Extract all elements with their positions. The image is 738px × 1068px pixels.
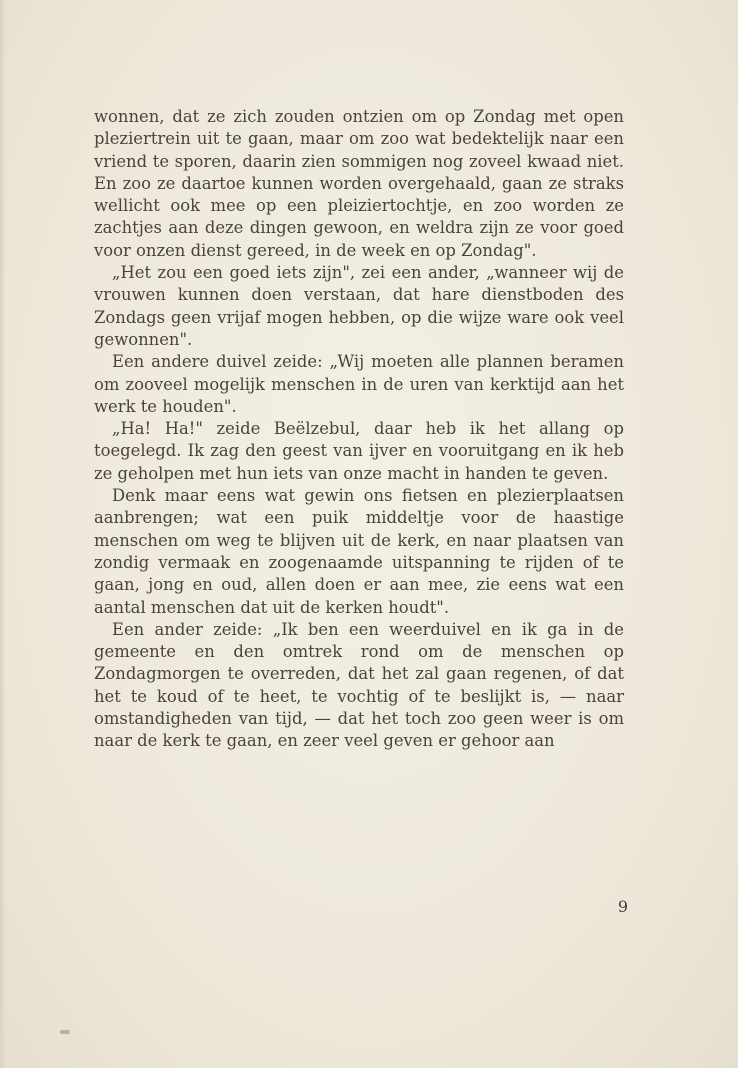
- page-number: 9: [617, 897, 628, 916]
- body-text: [94, 106, 624, 753]
- paragraph: „Het zou een goed iets zijn", zei een ander, „wanneer wij de vrouwen kunnen doen verstaan, dat hare dienstboden des Zondags geen vrijaf mogen hebben, op die wijze ware ook veel gewonnen".: [94, 263, 624, 349]
- paragraph: Een ander zeide: „Ik ben een weerduivel en ik ga in de gemeente en den omtrek rond om de menschen op Zondagmorgen te overreden, dat het zal gaan regenen, of dat het te koud of te heet, te vochtig of te beslijkt is, — naar omstandigheden van tijd, — dat het toch zoo geen weer is om naar de kerk te gaan, en zeer veel geven er gehoor aan: [94, 619, 624, 751]
- page-edge-shadow: [0, 0, 6, 1068]
- paragraph: Een andere duivel zeide: „Wij moeten alle plannen beramen om zooveel mogelijk menschen in de uren van kerktijd aan het werk te houden".: [94, 352, 624, 416]
- paragraph: Denk maar eens wat gewin ons fietsen en plezierplaatsen aanbrengen; wat een puik middeltje voor de haastige menschen om weg te blijven uit de kerk, en naar plaatsen van zondig vermaak en zoogenaamde uitspanning te rijden of te gaan, jong en oud, allen doen er aan mee, zie eens wat een aantal menschen dat uit de kerken houdt".: [94, 486, 624, 617]
- paragraph: wonnen, dat ze zich zouden ontzien om op Zondag met open pleziertrein uit te gaan, maar om zoo wat bedektelijk naar een vriend te sporen, daarin zien sommigen nog zoveel kwaad niet. En zoo ze daartoe kunnen worden overgehaald, gaan ze straks wellicht ook mee op een pleiziertochtje, en zoo worden ze zachtjes aan deze dingen gewoon, en weldra zijn ze voor goed voor onzen dienst gereed, in de week en op Zondag".: [94, 107, 624, 260]
- paragraph: „Ha! Ha!" zeide Beëlzebul, daar heb ik het allang op toegelegd. Ik zag den geest van ijver en vooruitgang en ik heb ze geholpen met hun iets van onze macht in handen te geven.: [94, 419, 624, 483]
- paper-speck: [60, 1030, 70, 1034]
